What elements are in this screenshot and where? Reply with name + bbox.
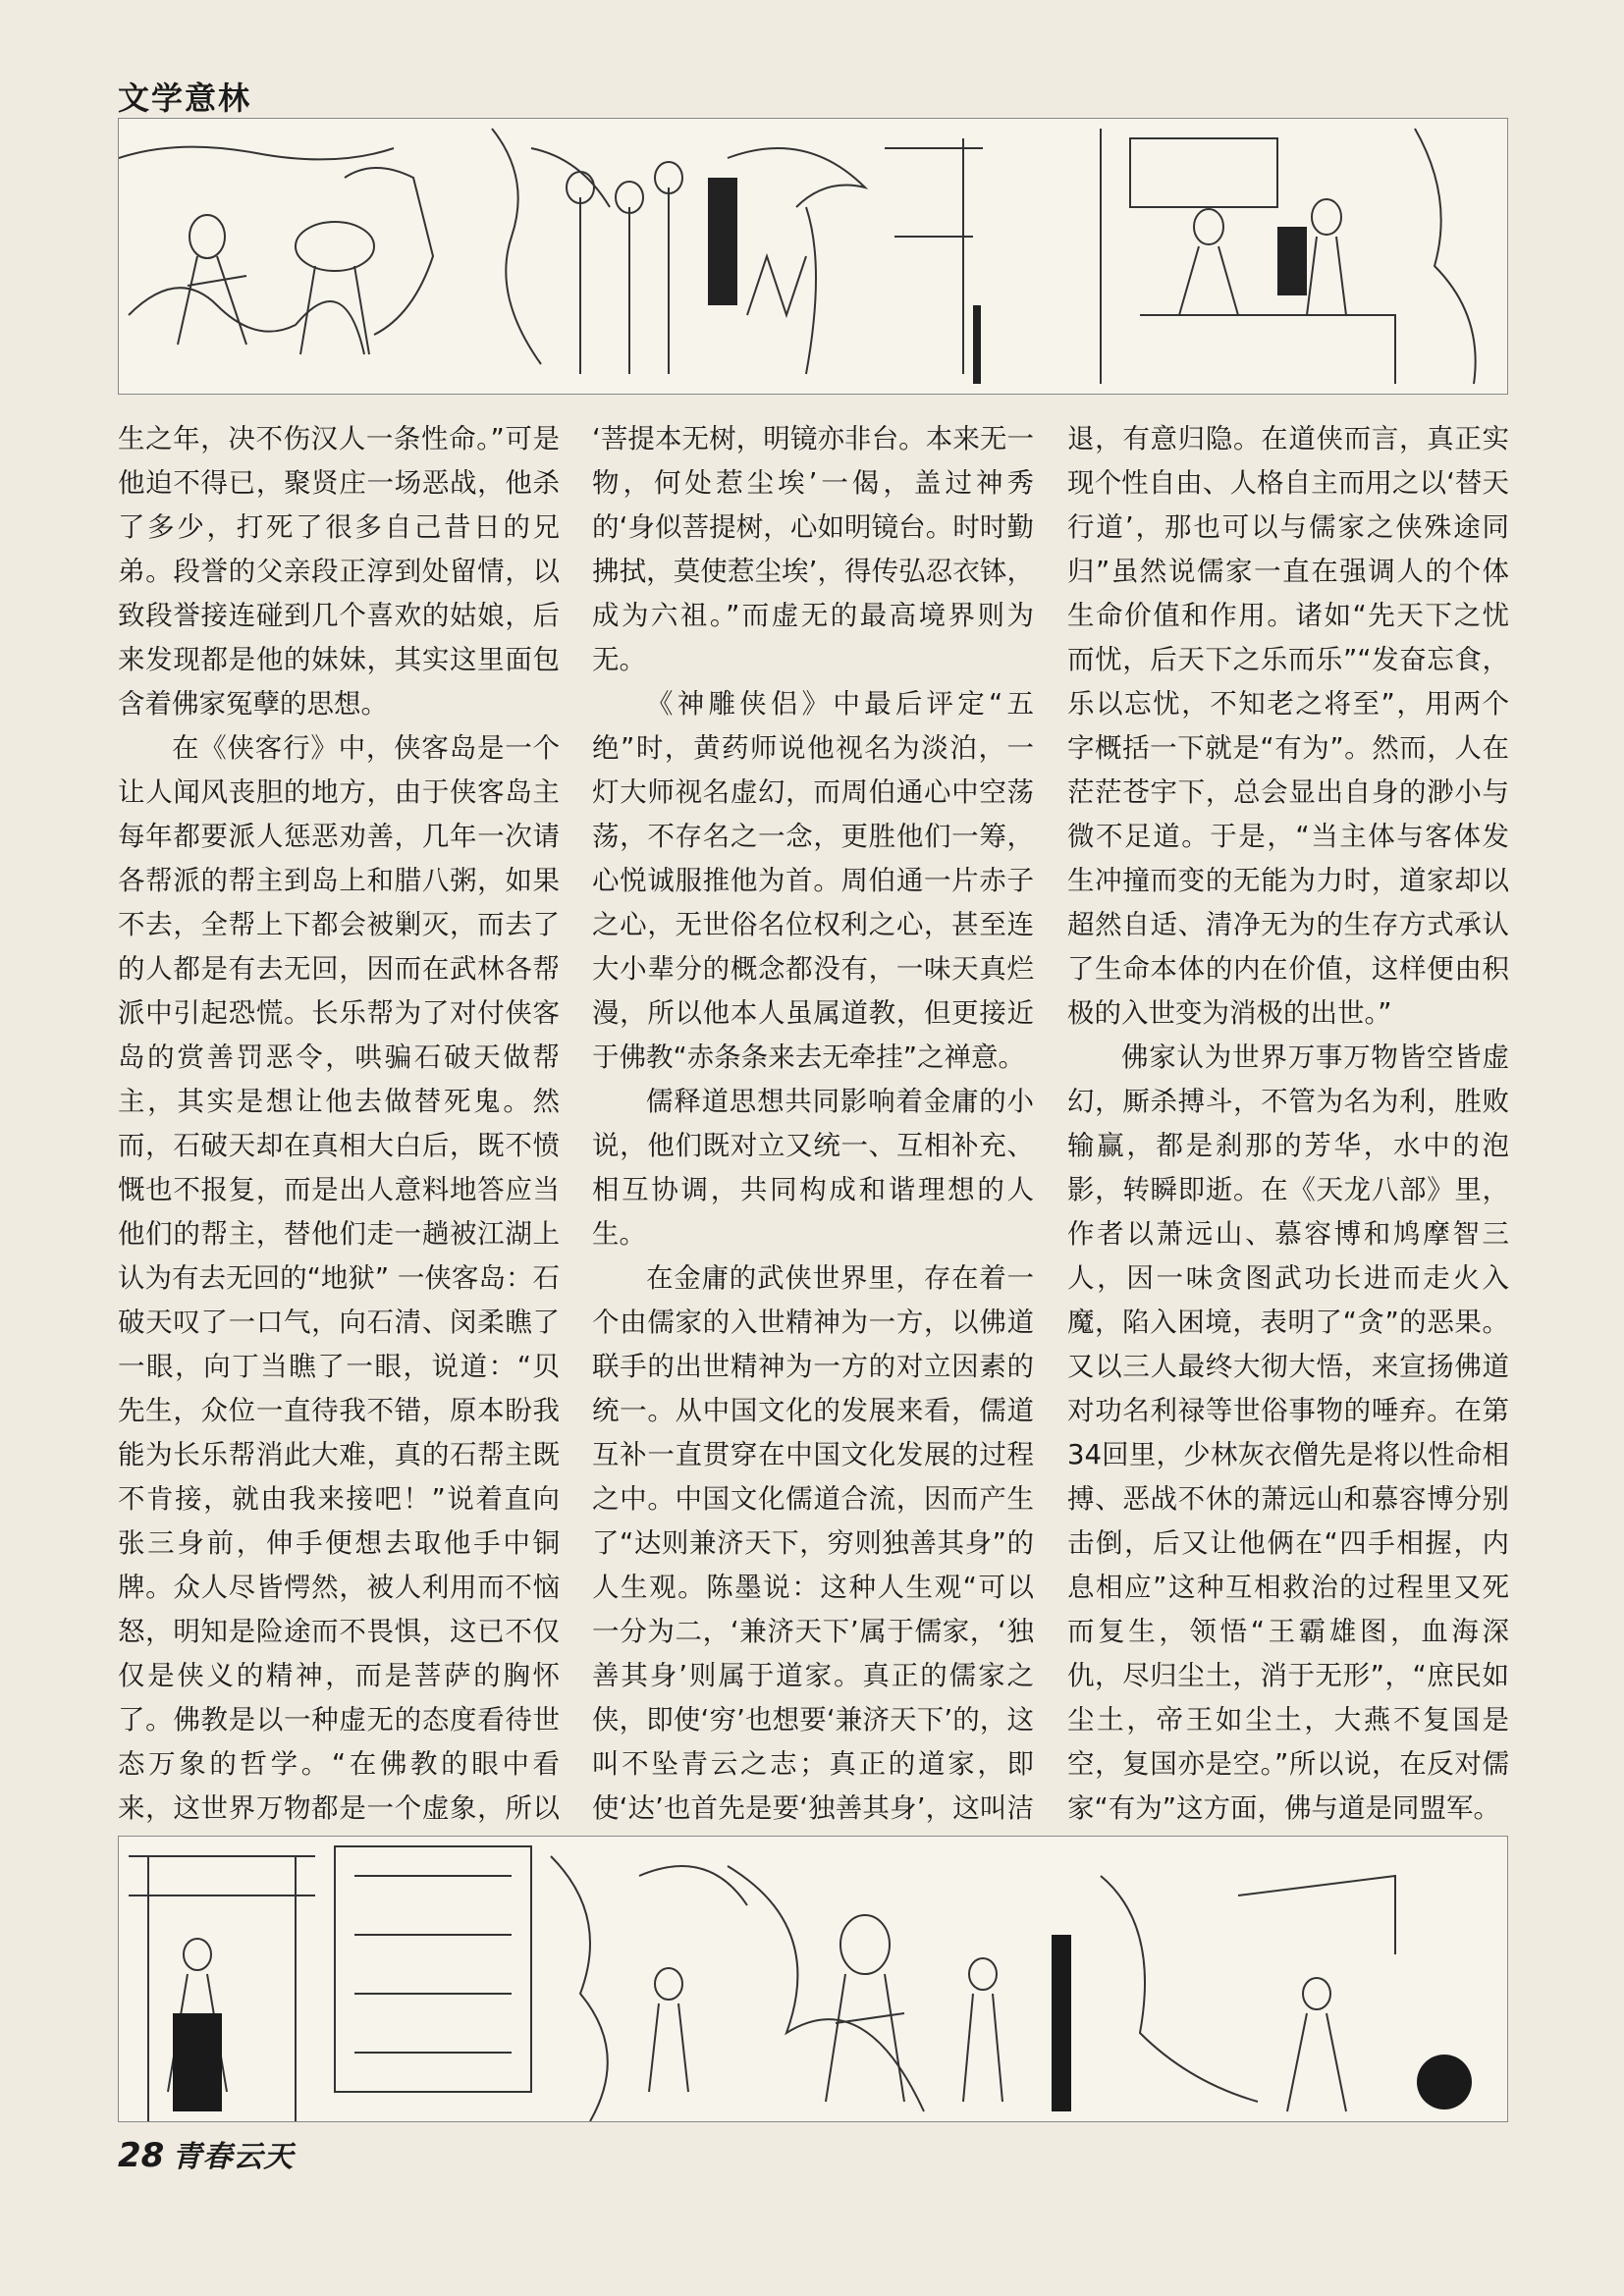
paragraph: 在《侠客行》中，侠客岛是一个让人闻风丧胆的地方，由于侠客岛主每年都要派人惩恶劝善，几年一次请各帮派的帮主到岛上和腊八粥，如果不去，全帮上下都会被剿灭，而去了的人都是有去无回，因而在武林各帮派中引起恐慌。长乐帮为了对付侠客岛的赏善罚恶令，哄骗石破天做帮主，其实是想让他去做替死鬼。然而，石破天却在真相大白后，既不愤慨也不报复，而是出人意料地答应当他们的帮主，替他们走一趟被江湖上认为有去无回的“地狱” 一侠客岛：石破天叹了一口气，向石清、闵柔瞧了一眼，向丁当瞧了一眼，说道：“贝先生，众位一直待我不错，原本盼我能为长乐帮消此大难，真的石帮主既不肯接，就由我来接吧！”说着直向张三身前，伸手便想去取他手中铜牌。众人尽皆愕然，被人利用而不恼怒，明知是险途而不畏惧，这已不仅仅是侠义的精神，而是菩萨的胸怀了。佛教是以一种虚无的态度看待世态万象的哲学。“在佛教的眼中看来，这世界万物都是一个虚象，所以: [118, 732, 560, 1824]
page-footer: [118, 2132, 294, 2175]
bottom-illustration-strip: [118, 1836, 1508, 2122]
paragraph: ‘菩提本无树，明镜亦非台。本来无一物，何处惹尘埃’一偈，盖过神秀的‘身似菩提树，心如明镜台。时时勤拂拭，莫使惹尘埃’，得传弘忍衣钵，成为六祖。”而虚无的最高境界则为无。: [592, 423, 1034, 675]
paragraph: 佛家认为世界万事万物皆空皆虚幻，厮杀搏斗，不管为名为利，胜败输赢，都是刹那的芳华，水中的泡影，转瞬即逝。在《天龙八部》里，作者以萧远山、慕容博和鸠摩智三人，因一味贪图武功长进而走火入魔，陷入困境，表明了“贪”的恶果。又以三人最终大彻大悟，来宣扬佛道对功名利禄等世俗事物的唾弃。在第34回里，少林灰衣僧先是将以性命相搏、恶战不休的萧远山和慕容博分别击倒，后又让他俩在“四手相握，内息相应”这种互相救治的过程里又死而复生，领悟“王霸雄图，血海深仇，尽归尘土，消于无形”，“庶民如尘土，帝王如尘土，大燕不复国是空，复国亦是空。”所以说，在反对儒家“有为”这方面，佛与道是同盟军。: [1067, 1041, 1509, 1824]
text-column-1: [118, 417, 560, 1875]
paragraph: 儒释道思想共同影响着金庸的小说，他们既对立又统一、互相补充、相互协调，共同构成和谐理想的人生。: [592, 1086, 1034, 1250]
top-illustration-strip: [118, 118, 1508, 395]
paragraph: 在金庸的武侠世界里，存在着一个由儒家的入世精神为一方，以佛道联手的出世精神为一方的对立因素的统一。从中国文化的发展来看，儒道互补一直贯穿在中国文化发展的过程之中。中国文化儒道合流，因而产生了“达则兼济天下，穷则独善其身”的人生观。陈墨说：这种人生观“可以一分为二，‘兼济天下’属于儒家，‘独善其身’则属于道家。真正的儒家之侠，即使‘穷’也想要‘兼济天下’的，这叫不坠青云之志；真正的道家，即使‘达’也首先是要‘独善其身’，这叫洁: [592, 1262, 1034, 1824]
ink-illustration-top: [119, 119, 1507, 394]
section-label: 文学意林: [118, 80, 252, 117]
paragraph: 《神雕侠侣》中最后评定“五绝”时，黄药师说他视名为淡泊，一灯大师视名虚幻，而周伯通心中空荡荡，不存名之一念，更胜他们一筹，心悦诚服推他为首。周伯通一片赤子之心，无世俗名位权利之心，甚至连大小辈分的概念都没有，一味天真烂漫，所以他本人虽属道教，但更接近于佛教“赤条条来去无牵挂”之禅意。: [592, 688, 1034, 1073]
ink-illustration-bottom: [119, 1837, 1507, 2121]
page-number: 28: [118, 2136, 165, 2175]
text-column-2: [592, 417, 1034, 1875]
magazine-name: 青春云天: [172, 2140, 295, 2174]
text-column-3: [1067, 417, 1509, 1831]
paragraph: 生之年，决不伤汉人一条性命。”可是他迫不得已，聚贤庄一场恶战，他杀了多少，打死了很多自己昔日的兄弟。段誉的父亲段正淳到处留情，以致段誉接连碰到几个喜欢的姑娘，后来发现都是他的妹妹，其实这里面包含着佛家冤孽的思想。: [118, 423, 560, 720]
paragraph: 退，有意归隐。在道侠而言，真正实现个性自由、人格自主而用之以‘替天行道’，那也可以与儒家之侠殊途同归”虽然说儒家一直在强调人的个体生命价值和作用。诸如“先天下之忧而忧，后天下之乐而乐”“发奋忘食，乐以忘忧，不知老之将至”，用两个字概括一下就是“有为”。然而，人在茫茫苍宇下，总会显出自身的渺小与微不足道。于是，“当主体与客体发生冲撞而变的无能为力时，道家却以超然自适、清净无为的生存方式承认了生命本体的内在价值，这样便由积极的入世变为消极的出世。”: [1067, 423, 1509, 1029]
